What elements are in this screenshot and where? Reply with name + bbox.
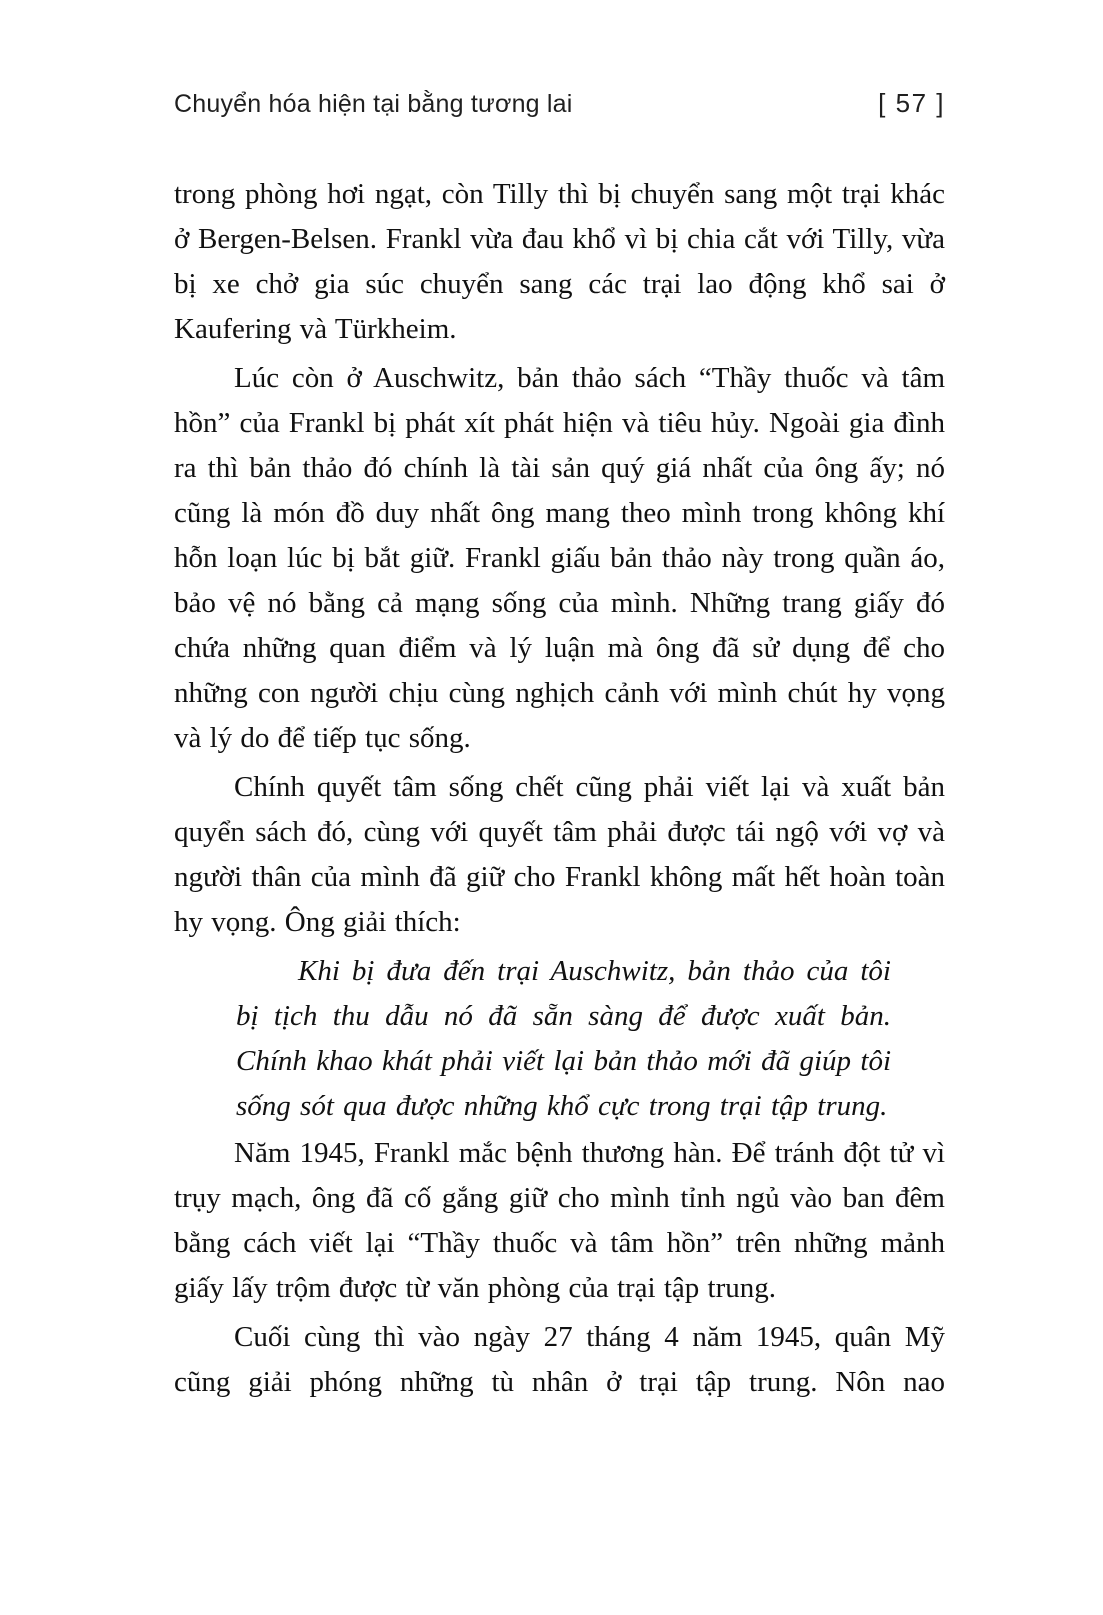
page-body xyxy=(174,172,945,1409)
body-paragraph: Lúc còn ở Auschwitz, bản thảo sách “Thầy thuốc và tâm hồn” của Frankl bị phát xít phát hiện và tiêu hủy. Ngoài gia đình ra thì bản thảo đó chính là tài sản quý giá nhất của ông ấy; nó cũng là món đồ duy nhất ông mang theo mình trong không khí hỗn loạn lúc bị bắt giữ. Frankl giấu bản thảo này trong quần áo, bảo vệ nó bằng cả mạng sống của mình. Những trang giấy đó chứa những quan điểm và lý luận mà ông đã sử dụng để cho những con người chịu cùng nghịch cảnh với mình chút hy vọng và lý do để tiếp tục sống. xyxy=(174,362,945,754)
running-header-title: Chuyển hóa hiện tại bằng tương lai xyxy=(174,90,573,118)
page-number: [ 57 ] xyxy=(878,88,945,118)
quote-paragraph: Khi bị đưa đến trại Auschwitz, bản thảo của tôi bị tịch thu dẫu nó đã sẵn sàng để được xuất bản. Chính khao khát phải viết lại bản thảo mới đã giúp tôi sống sót qua được những khổ cực trong trại tập trung. xyxy=(236,955,891,1122)
body-paragraph: Cuối cùng thì vào ngày 27 tháng 4 năm 1945, quân Mỹ cũng giải phóng những tù nhân ở trại tập trung. Nôn nao xyxy=(174,1321,945,1398)
body-paragraph: Năm 1945, Frankl mắc bệnh thương hàn. Để tránh đột tử vì trụy mạch, ông đã cố gắng giữ cho mình tỉnh ngủ vào ban đêm bằng cách viết lại “Thầy thuốc và tâm hồn” trên những mảnh giấy lấy trộm được từ văn phòng của trại tập trung. xyxy=(174,1137,945,1304)
running-header xyxy=(174,86,945,121)
body-paragraph: Chính quyết tâm sống chết cũng phải viết lại và xuất bản quyển sách đó, cùng với quyết tâm phải được tái ngộ với vợ và người thân của mình đã giữ cho Frankl không mất hết hoàn toàn hy vọng. Ông giải thích: xyxy=(174,771,945,938)
body-paragraph: trong phòng hơi ngạt, còn Tilly thì bị chuyển sang một trại khác ở Bergen-Belsen. Frankl vừa đau khổ vì bị chia cắt với Tilly, vừa bị xe chở gia súc chuyển sang các trại lao động khổ sai ở Kaufering và Türkheim. xyxy=(174,178,945,345)
